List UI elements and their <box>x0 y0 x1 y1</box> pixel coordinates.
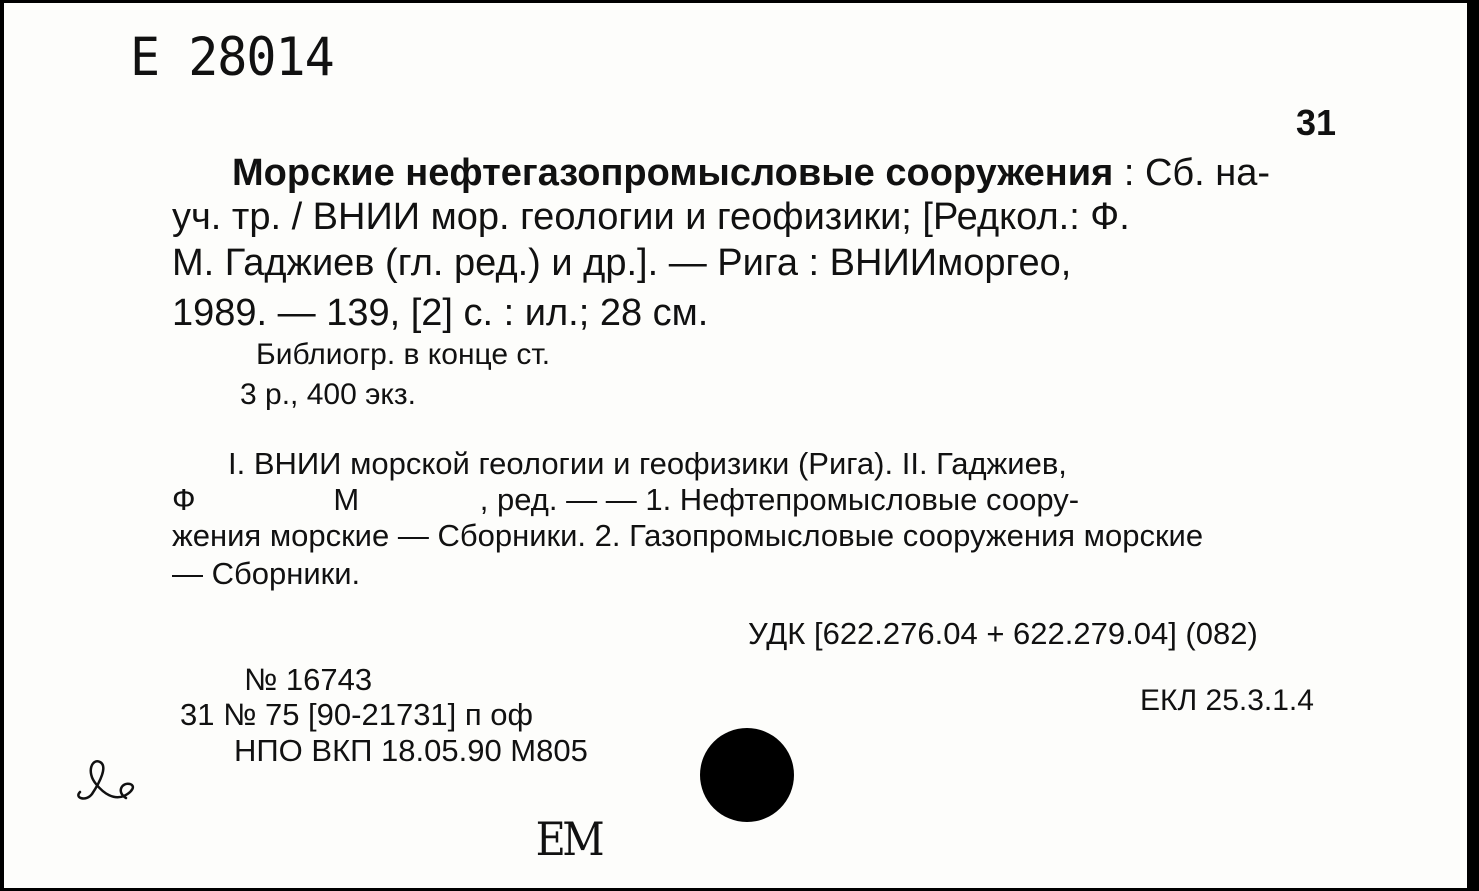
entry-line-1 <box>232 152 1270 195</box>
subject-line-2: Ф М , ред. — — 1. Нефтепромысловые соору- <box>172 482 1080 517</box>
udk-code: УДК [622.276.04 + 622.279.04] (082) <box>748 616 1258 651</box>
punch-hole <box>700 728 794 822</box>
bibliography-note: Библиогр. в конце ст. <box>256 338 551 371</box>
registry-order: 31 № 75 [90-21731] п оф <box>180 697 534 732</box>
entry-title: Морские нефтегазопромысловые сооружения <box>232 152 1114 194</box>
entry-line-2: уч. тр. / ВНИИ мор. геологии и геофизики; [Редкол.: Ф. <box>172 196 1130 238</box>
card-number: 31 <box>1296 102 1337 143</box>
subject-line-3: жения морские — Сборники. 2. Газопромысловые сооружения морские <box>172 518 1204 553</box>
entry-line-3: М. Гаджиев (гл. ред.) и др.]. — Рига : ВНИИморгео, <box>172 242 1072 284</box>
subject-line-1: I. ВНИИ морской геологии и геофизики (Рига). II. Гаджиев, <box>228 446 1067 481</box>
bottom-mark: ЕМ <box>535 812 602 866</box>
price-note: 3 р., 400 экз. <box>240 378 416 411</box>
ekl-code: ЕКЛ 25.3.1.4 <box>1140 684 1314 717</box>
registry-publisher: НПО ВКП 18.05.90 М805 <box>234 733 588 768</box>
registry-number: № 16743 <box>244 662 373 697</box>
inventory-number: Е 28014 <box>130 26 334 88</box>
card-edge <box>1467 0 1479 891</box>
entry-title-continuation: : Сб. на- <box>1123 152 1271 194</box>
subject-line-4: — Сборники. <box>172 556 361 591</box>
handwritten-mark <box>72 758 144 804</box>
entry-line-4: 1989. — 139, [2] с. : ил.; 28 см. <box>172 292 709 334</box>
